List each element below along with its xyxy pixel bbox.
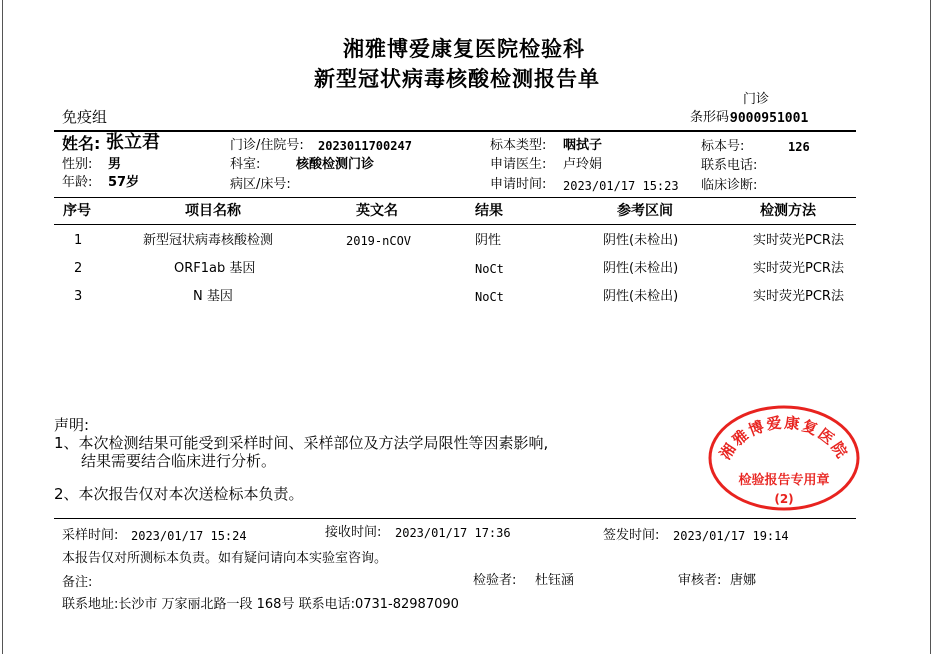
row-index: 2 <box>74 261 83 276</box>
row-method: 实时荧光PCR法 <box>753 289 844 304</box>
official-seal <box>706 404 862 512</box>
seal-center-text: 检验报告专用章 <box>738 473 830 488</box>
row-item-name: ORF1ab 基因 <box>174 261 256 276</box>
reviewer-label: 审核者: <box>678 573 722 588</box>
barcode-label: 条形码: <box>690 110 734 125</box>
statement-heading: 声明: <box>54 416 90 434</box>
header-divider <box>54 130 856 132</box>
sex-value: 男 <box>108 157 122 172</box>
report-title-hospital: 湘雅博爱康复医院检验科 <box>343 36 585 61</box>
row-result: 阴性 <box>475 233 502 248</box>
row-index: 1 <box>74 233 83 248</box>
table-header-divider <box>54 224 856 225</box>
patient-name: 张立君 <box>106 132 160 153</box>
seal-arc-text: 湘雅博爱康复医院 <box>716 413 852 463</box>
visit-no-label: 门诊/住院号: <box>230 138 304 153</box>
sample-time-value: 2023/01/17 15:24 <box>131 529 247 543</box>
statement-item-1: 1、本次检测结果可能受到采样时间、采样部位及方法学局限性等因素影响, <box>54 434 549 452</box>
age-value: 57岁 <box>108 175 140 190</box>
receive-time-value: 2023/01/17 17:36 <box>395 526 511 540</box>
issue-time-value: 2023/01/17 19:14 <box>673 529 789 543</box>
specimen-type-value: 咽拭子 <box>563 138 603 153</box>
remark-label: 备注: <box>62 575 93 590</box>
statement-item-2: 2、本次报告仅对本次送检标本负责。 <box>54 485 304 503</box>
sample-time-label: 采样时间: <box>62 528 119 543</box>
col-header-item: 项目名称 <box>185 203 241 219</box>
patient-name-label: 姓名: <box>62 134 101 153</box>
dept-label: 科室: <box>230 157 261 172</box>
footer-divider <box>54 518 856 519</box>
row-reference: 阴性(未检出) <box>603 289 679 304</box>
row-item-name: N 基因 <box>193 289 233 304</box>
row-result: NoCt <box>475 262 504 276</box>
sex-label: 性别: <box>62 157 93 172</box>
row-reference: 阴性(未检出) <box>603 261 679 276</box>
diagnosis-label: 临床诊断: <box>701 178 758 193</box>
report-title: 新型冠状病毒核酸检测报告单 <box>314 66 600 91</box>
row-method: 实时荧光PCR法 <box>753 261 844 276</box>
phone-label: 联系电话: <box>701 158 758 173</box>
page-border-left <box>2 0 3 654</box>
row-english-name: 2019-nCOV <box>346 234 412 248</box>
request-time-value: 2023/01/17 15:23 <box>563 179 679 193</box>
seal-number: (2) <box>774 492 794 506</box>
col-header-index: 序号 <box>63 203 91 219</box>
receive-time-label: 接收时间: <box>325 525 382 540</box>
row-reference: 阴性(未检出) <box>603 233 679 248</box>
info-divider <box>54 197 856 198</box>
tester-name: 杜钰涵 <box>535 573 575 588</box>
age-label: 年龄: <box>62 175 93 190</box>
col-header-reference: 参考区间 <box>617 203 673 219</box>
statement-item-1-cont: 结果需要结合临床进行分析。 <box>81 452 277 470</box>
specimen-type-label: 标本类型: <box>490 138 547 153</box>
tester-label: 检验者: <box>473 573 517 588</box>
group-label: 免疫组 <box>62 108 108 126</box>
issue-time-label: 签发时间: <box>603 528 660 543</box>
request-time-label: 申请时间: <box>490 177 547 192</box>
row-method: 实时荧光PCR法 <box>753 233 844 248</box>
dept-value: 核酸检测门诊 <box>296 157 375 172</box>
specimen-no-value: 126 <box>788 140 810 154</box>
row-index: 3 <box>74 289 83 304</box>
col-header-method: 检测方法 <box>760 203 816 219</box>
contact-address: 联系地址:长沙市 万家丽北路一段 168号 联系电话:0731-82987090 <box>62 597 459 612</box>
visit-no-value: 2023011700247 <box>318 139 412 153</box>
page-border-right <box>930 0 931 654</box>
row-item-name: 新型冠状病毒核酸检测 <box>143 233 274 248</box>
doctor-value: 卢玲娟 <box>563 157 603 172</box>
ward-label: 病区/床号: <box>230 177 291 192</box>
barcode-value: 9000951001 <box>730 111 809 126</box>
footer-disclaimer: 本报告仅对所测标本负责。如有疑问请向本实验室咨询。 <box>62 551 388 566</box>
col-header-english: 英文名 <box>356 203 398 219</box>
specimen-no-label: 标本号: <box>701 139 745 154</box>
reviewer-name: 唐娜 <box>730 573 757 588</box>
visit-type: 门诊 <box>743 92 770 107</box>
doctor-label: 申请医生: <box>490 157 547 172</box>
col-header-result: 结果 <box>475 203 503 219</box>
row-result: NoCt <box>475 290 504 304</box>
